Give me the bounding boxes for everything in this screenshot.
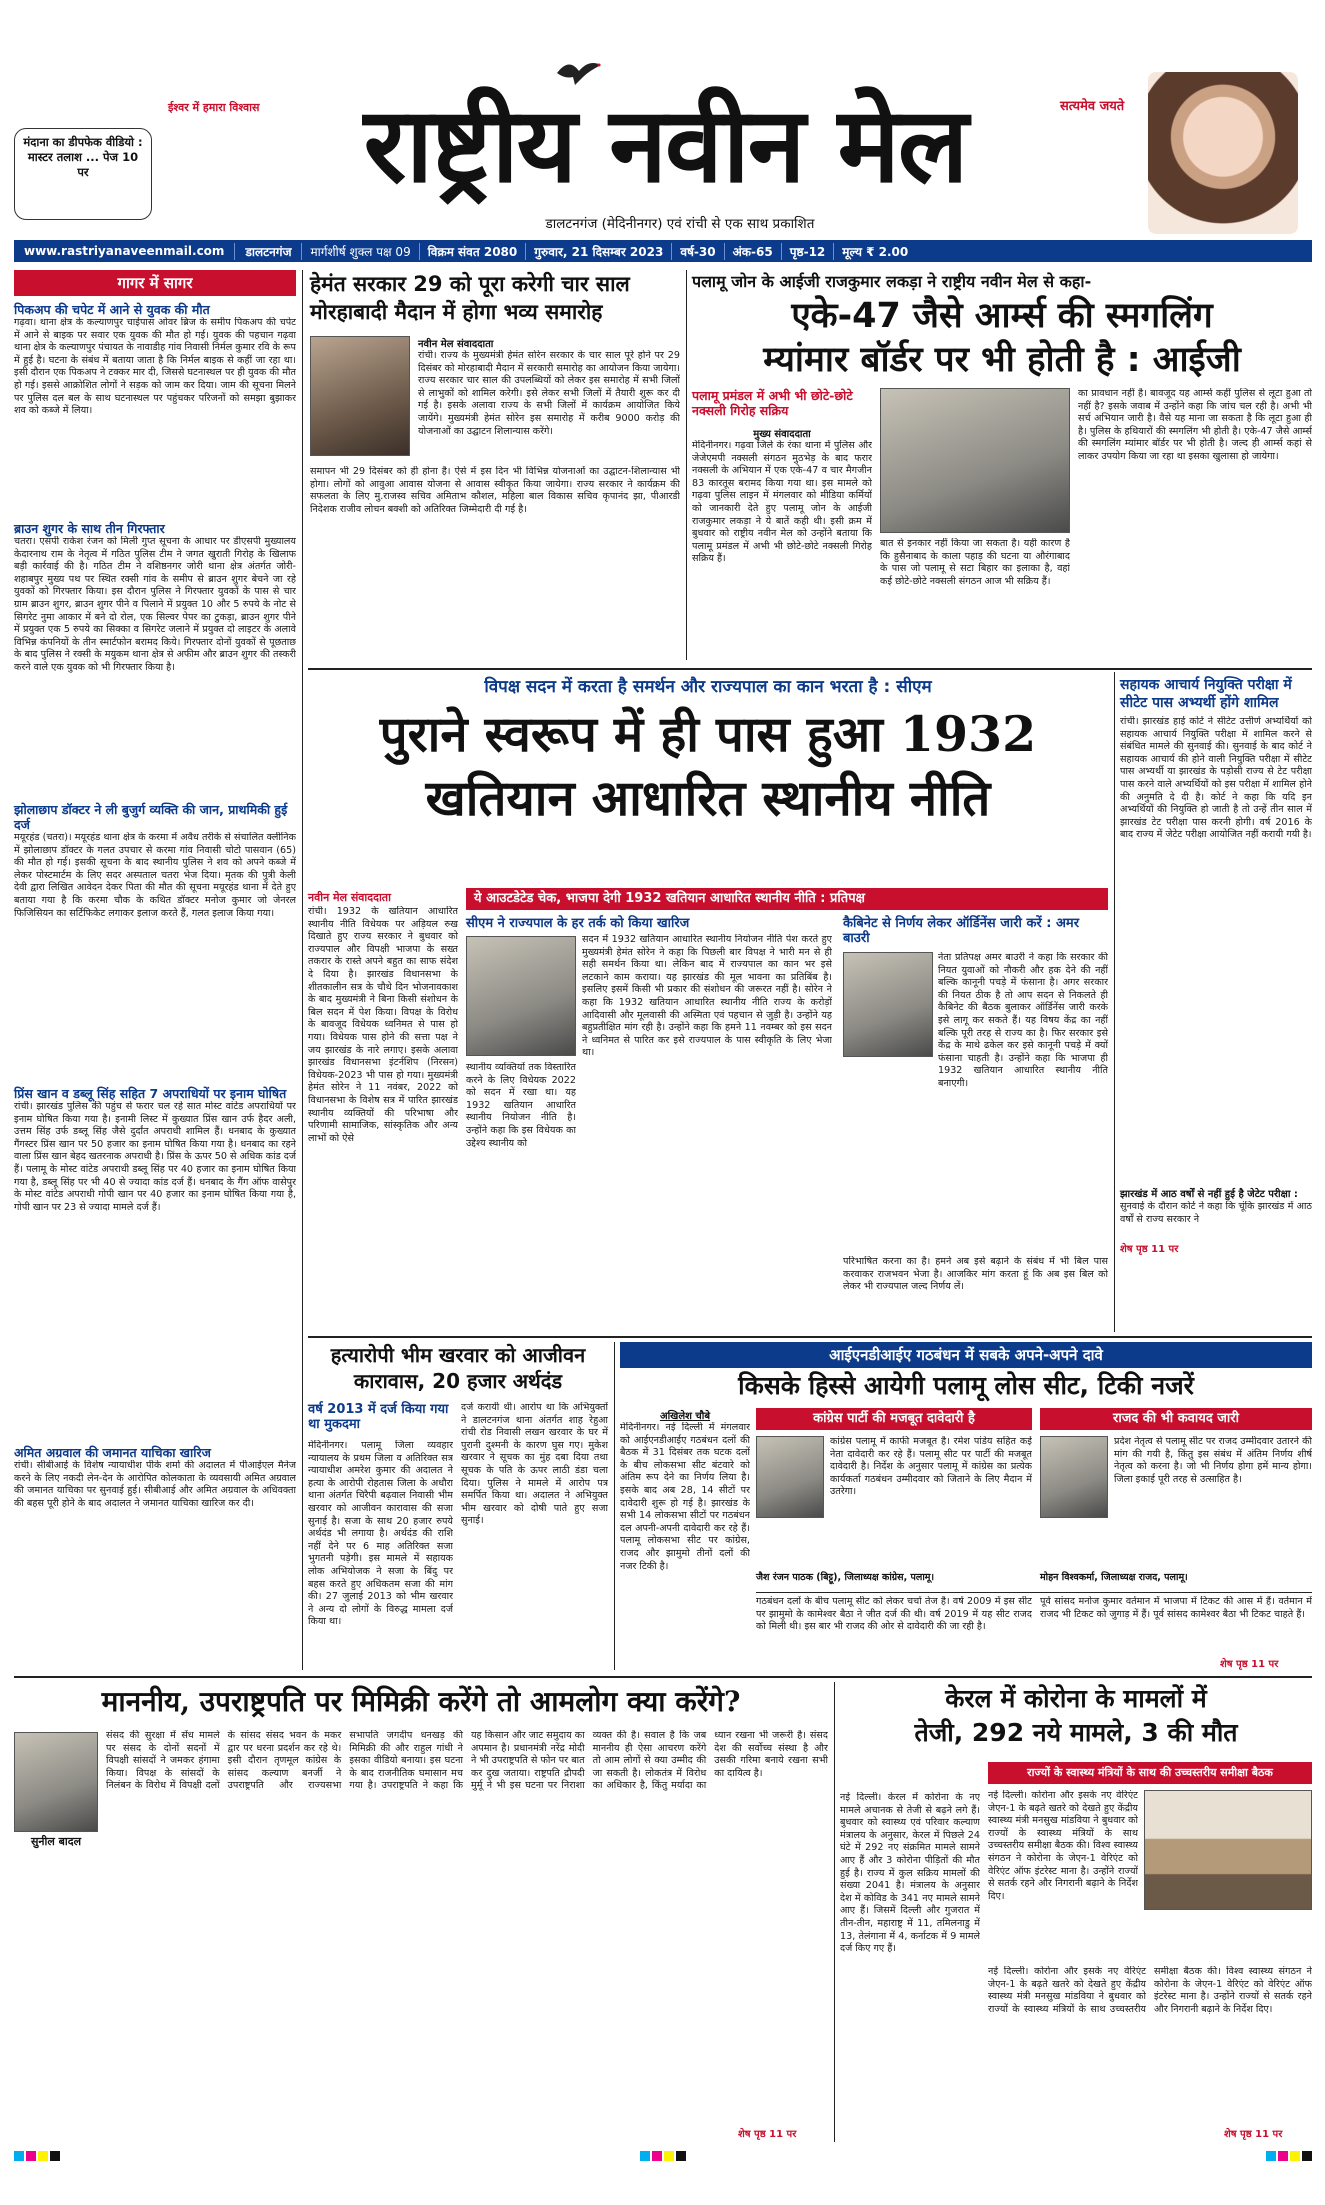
bhim-headline-1: हत्यारोपी भीम खरवार को आजीवन <box>330 1343 586 1367</box>
lead-body-col3: नेता प्रतिपक्ष अमर बाउरी ने कहा कि सरकार की नियत युवाओं को नौकरी और हक देने की नहीं बल्कि कानूनी पचड़े में फंसाना है। अगर सरकार की नियत ठीक है तो आप सदन से निकलते ही कैबिनेट की बैठक बुलाकर ऑर्डिनेंस जारी करके इसे लागू कर सकते हैं। यह विषय केंद्र का नहीं बल्कि पूरी तरह से राज्य का है। फिर सरकार इसे केंद्र के माथे ढकेल कर इसे कानूनी पचड़े में क्यों फंसाना चाहती है। उन्होंने कहा कि भाजपा ही 1932 खतियान आधारित स्थानीय नीति बनाएगी। <box>938 952 1108 1089</box>
footer-color-bar <box>14 2150 1312 2162</box>
website-link[interactable]: www.rastriyanaveenmail.com <box>24 244 225 258</box>
brief-body: रांची। झारखंड पुलिस की पहुंच से फरार चल रहे सात मोस्ट वांटेड अपराधियों पर इनाम घोषित किया गया है। इनामी लिस्ट में कुख्यात प्रिंस खान उर्फ हैदर अली, उत्तम सिंह उर्फ डब्लू सिंह जैसे दुर्दांत अपराधी शामिल हैं। धनबाद के कुख्यात गैंगस्टर प्रिंस खान पर 50 हजार का इनाम घोषित किया गया है। धनबाद का रहने वाला प्रिंस खान बेहद खतरनाक अपराधी है। प्रिंस के ऊपर 50 से अधिक कांड दर्ज हैं। पलामू के मोस्ट वांटेड अपराधी डब्लू सिंह पर 40 हजार का इनाम घोषित किया गया है, डब्लू सिंह पर भी 40 से ज्यादा कांड दर्ज हैं। धनबाद के गैंग ऑफ वासेपुर के मोस्ट वांटेड अपराधी गोपी खान पर 40 हजार का इनाम घोषित किया गया है, गोपी खान पर 23 से ज्यादा मामले दर्ज हैं। <box>14 1101 296 1213</box>
india-body-3: पूर्व सांसद मनोज कुमार वर्तमान में भाजपा में टिकट की आस में हैं। वर्तमान में राजद भी टिकट को जुगाड़ में हैं। पूर्व सांसद कामेश्वर बैठा भी टिकट चाहते हैं। <box>1040 1596 1312 1620</box>
section-divider <box>14 1676 1312 1678</box>
bauri-photo <box>843 952 933 1057</box>
ig-headline-2: म्यांमार बॉर्डर पर भी होती है : आईजी <box>763 340 1241 380</box>
info-item: मूल्य ₹ 2.00 <box>833 243 916 260</box>
registration-mark <box>14 2151 60 2161</box>
lead-body-col2b: स्थानीय व्यक्तियों तक विस्तारित करने के लिए विधेयक 2022 को सदन में रखा था। यह 1932 खतियान आधारित स्थानीय नियोजन नीति है। उन्होंने कहा कि इस विधेयक का उद्देश्य स्थानीय को <box>466 1062 576 1149</box>
cm-photo <box>466 936 576 1056</box>
ig-photo <box>880 388 1070 533</box>
ig-story <box>692 270 1312 665</box>
masthead <box>0 0 1325 262</box>
right-column <box>1120 676 1312 1326</box>
right-tail: सुनवाई के दौरान कोर्ट ने कहा कि चूंकि झारखंड में आठ वर्षों से राज्य सरकार ने <box>1120 1201 1312 1225</box>
india-byline: अखिलेश चौबे <box>659 1411 711 1422</box>
brief-item <box>14 302 296 517</box>
tagline-left: ईश्वर में हमारा विश्वास <box>168 101 260 114</box>
hemant-body-1: रांची। राज्य के मुख्यमंत्री हेमंत सोरेन सरकार के चार साल पूरे होने पर 29 दिसंबर को मोरहाबादी मैदान में सरकारी समारोह का आयोजन किया जायेगा। राज्य सरकार चार साल की उपलब्धियों को लेकर इस समारोह में सभी जिलों से लाभुकों को शामिल करेगी। इसे लेकर सभी जिलों में तैयारी शुरू कर दी गई है। इसके अलावा राज्य के सभी जिलों में कार्यक्रम आयोजित किये जायेंगे। मुख्यमंत्री हेमंत सोरेन इस समारोह में करीब 9000 करोड़ की योजनाओं का उद्घाटन शिलान्यास करेंगे। <box>418 350 680 437</box>
brief-body: चतरा। एसपी राकेश रंजन को मिली गुप्त सूचना के आधार पर डीएसपी मुख्यालय केदारनाथ राम के नेतृत्व में गठित पुलिस टीम ने जगत खुराती गिरोह के खिलाफ बड़ी कार्रवाई की है। गठित टीम ने वशिष्ठनगर जोरी थाना क्षेत्र अंतर्गत जोरी-शहाबपुर मुख्य पथ पर स्थित रक्सी गांव के समीप से ब्राउन शुगर बेचने जा रहे युवकों को गिरफ्तार किया। इस दौरान पुलिस ने गिरफ्तार युवकों के पास से चार ग्राम ब्राउन शुगर, ब्राउन शुगर पीने व पिलाने में प्रयुक्त 10 और 5 रुपये के नोट से सिगरेट नुमा आकार में बने दो रोल, एक सिल्वर पेपर का टुकड़ा, ब्राउन शुगर पीने में प्रयुक्त एक 5 रुपये का सिक्का व सिगरेट जलाने में प्रयुक्त दो लाइटर के अलावे विभिन्न कंपनियों के तीन स्मार्टफोन बरामद किये। गिरफ्तार दोनों युवकों से पूछताछ के बाद पुलिस ने रक्सी के मयुकम थाना क्षेत्र से अफीम और ब्राउन शुगर की तस्करी करने वाले एक युवक को भी गिरफ्तार किया है। <box>14 536 296 673</box>
tagline-right: सत्यमेव जयते <box>1060 99 1125 114</box>
hemant-byline: नवीन मेल संवाददाता <box>418 339 494 350</box>
brief-title: ब्राउन शुगर के साथ तीन गिरफ्तार <box>14 521 165 536</box>
story-divider <box>756 1592 1312 1593</box>
bhim-headline-2: कारावास, 20 हजार अर्थदंड <box>353 1369 563 1393</box>
hemant-story <box>310 270 680 665</box>
brief-item <box>14 1445 296 1552</box>
info-item: अंक-65 <box>724 243 781 260</box>
bhim-story <box>308 1342 608 1672</box>
lead-banner: ये आउटडेटेड चेक, भाजपा देगी 1932 खतियान आधारित स्थानीय नीति : प्रतिपक्ष <box>466 888 1108 910</box>
ear-left-box[interactable] <box>14 128 152 220</box>
registration-mark <box>640 2151 686 2161</box>
left-column <box>14 270 296 1670</box>
meeting-photo <box>1144 1790 1312 1910</box>
congress-body: कांग्रेस पलामू में काफी मजबूत है। रमेश पांडेय सहित कई नेता दावेदारी कर रहे हैं। पलामू सीट पर पार्टी की मजबूत दावेदारी है। निर्देश के अनुसार पलामू में कांग्रेस का प्रत्येक कार्यकर्ता गठबंधन उम्मीदवार को जिताने के लिए मैदान में उतरेगा। <box>830 1436 1032 1498</box>
hemant-headline-1: हेमंत सरकार 29 को पूरा करेगी चार साल <box>310 272 630 296</box>
bhim-body-2: दर्ज करायी थी। आरोप था कि अभियुक्तों ने डालटनगंज थाना अंतर्गत शाह रेहुआ रांची रोड निवासी लखन खरवार के घर में पुरानी दुश्मनी के कारण घुस गए। मुकेश खरवार ने सूचक का मुंह दबा दिया तथा सूचक के पति के ऊपर लाठी डंडा चला दिया। पुलिस ने मामले में आरोप पत्र समर्पित किया था। अदालत ने अभियुक्त भीम खरवार को दोषी पाते हुए सजा सुनाई। <box>461 1402 608 1527</box>
india-banner: आईएनडीआईए गठबंधन में सबके अपने-अपने दावे <box>620 1342 1312 1368</box>
author-name: सुनील बादल <box>30 1835 82 1848</box>
brief-body: गढ़वा। थाना क्षेत्र के कल्याणपुर चाईपास ओवर ब्रिज के समीप पिकअप की चपेट में आने से बाइक पर सवार एक युवक की मौत हो गई। युवक की पहचान गढ़वा थाना क्षेत्र के कल्याणपुर पंचायत के नावाडीह गांव निवासी निर्मल कुमार रवि के रूप में हुई है। घटना के संबंध में बताया जाता है कि निर्मल बाइक से कहीं जा रहा था। इसी दौरान एक पिकअप ने टक्कर मार दी, जिससे घटनास्थल पर ही युवक की मौत हो गई। इससे आक्रोशित लोगों ने सड़क को जाम कर दिया। जाम की सूचना मिलने पर पुलिस दल बल के साथ घटनास्थल पर पहुंचकर परिजनों को समझा बुझाकर शव को कब्जे में लिया। <box>14 317 296 417</box>
author-photo <box>14 1732 98 1832</box>
corona-body-2: नई दिल्ली। कोरोना और इसके नए वेरिएंट जेएन-1 के बढ़ते खतरे को देखते हुए केंद्रीय स्वास्थ्य मंत्री मनसुख मांडविया ने बुधवार को राज्यों के स्वास्थ्य मंत्रियों के साथ उच्चस्तरीय समीक्षा बैठक की। विश्व स्वास्थ्य संगठन ने कोरोना के जेएन-1 वेरिएंट को वेरिएंट ऑफ इंटरेस्ट माना है। उन्होंने राज्यों से सतर्क रहने और निगरानी बढ़ाने के निर्देश दिए। <box>988 1790 1138 1902</box>
column-divider <box>614 1342 615 1670</box>
corona-banner: राज्यों के स्वास्थ्य मंत्रियों के साथ की उच्चस्तरीय समीक्षा बैठक <box>988 1762 1312 1784</box>
ear-left-text: मंदाना का डीपफेक वीडियो : मास्टर तलाश ... पेज 10 पर <box>23 135 143 179</box>
ig-headline-1: एके-47 जैसे आर्म्स की स्मगलिंग <box>791 296 1213 336</box>
info-item: गुरुवार, 21 दिसम्बर 2023 <box>525 243 671 260</box>
lead-byline: नवीन मेल संवाददाता <box>308 891 391 904</box>
column-divider <box>686 270 687 660</box>
column-divider <box>1114 672 1115 1332</box>
brief-body: मयूरहंड (चतरा)। मयूरहंड थाना क्षेत्र के करमा में अवैध तरीके से संचालित क्लीनिक में झोलाछाप डॉक्टर के गलत उपचार से करमा गांव निवासी चोटो पासवान (65) की मौत हो गई। इसकी सूचना के बाद स्थानीय पुलिस ने शव को अपने कब्जे में लेकर पोस्टमार्टम के लिए सदर अस्पताल चतरा भेज दिया। मृतक की पुत्री केली देवी द्वारा लिखित आवेदन देकर पिता की मौत की सूचना मयूरहंड थाना में देते हुए बताया गया है कि करमा चौक के कथित डॉक्टर मनोज कुमार जो जेनरल फिजिसियन का सर्टिफिकेट लगाकर इलाज करते हैं, गलत इलाज किया गया। <box>14 832 296 919</box>
cm-subhead: सीएम ने राज्यपाल के हर तर्क को किया खारिज <box>466 916 690 931</box>
info-item: डालटनगंज <box>234 243 301 260</box>
ig-body-2: बात से इनकार नहीं किया जा सकता है। यही कारण है कि हुसैनाबाद के काला पहाड़ की घटना या औरंगाबाद के पास जो पलामू से सटा बिहार का इलाका है, वहां कई छोटे-छोटे नक्सली संगठन आज भी सक्रिय हैं। <box>880 538 1070 587</box>
brief-item <box>14 802 296 1082</box>
brief-title: झोलाछाप डॉक्टर ने ली बुजुर्ग व्यक्ति की जान, प्राथमिकी हुई दर्ज <box>14 802 288 832</box>
india-body-1: मेदिनीनगर। नई दिल्ली में मंगलवार को आईएनडीआईए गठबंधन दलों की बैठक में 31 दिसंबर तक घटक दलों के बीच लोकसभा सीट बंटवारे को अंतिम रूप देने का निर्णय लिया है। इसके बाद अब 28, 14 सीटों पर दावेदारी शुरू हो गई है। झारखंड के सभी 14 लोकसभा सीटों पर गठबंधन दल अपनी-अपनी दावेदारी कर रहे हैं। पलामू लोकसभा सीट पर कांग्रेस, राजद और झामुमो तीनों दलों की नजर टिकी है। <box>620 1422 750 1572</box>
rjd-body: प्रदेश नेतृत्व से पलामू सीट पर राजद उम्मीदवार उतारने की मांग की गयी है, किंतु इस संबंध में अंतिम निर्णय शीर्ष नेतृत्व को करना है। जो भी निर्णय होगा हमें मान्य होगा। जिला इकाई पूरी तरह से उत्साहित है। <box>1114 1436 1312 1485</box>
congress-photo <box>756 1436 824 1518</box>
info-bar <box>14 240 1312 262</box>
brief-body: रांची। सीबीआई के विशेष न्यायाधीश पीके शर्मा की अदालत में पीआईएल मैनेज करने के लिए नकदी लेन-देन के आरोपित कोलकाता के व्यवसायी अमित अग्रवाल की जमानत याचिका पर सुनवाई हुई। सीबीआई और अमित अग्रवाल के अधिवक्ता की बहस पूरी होने के बाद अदालत ने जमानत याचिका खारिज कर दी। <box>14 1460 296 1509</box>
rjd-photo <box>1040 1436 1108 1518</box>
mimicry-story <box>14 1682 828 2142</box>
lead-headline-1: पुराने स्वरूप में ही पास हुआ 1932 <box>379 705 1037 763</box>
corona-headline-2: तेजी, 292 नये मामले, 3 की मौत <box>914 1718 1238 1747</box>
continued-link[interactable]: शेष पृष्ठ 11 पर <box>1224 2129 1283 2140</box>
info-item: मार्गशीर्ष शुक्ल पक्ष 09 <box>301 243 418 260</box>
hemant-photo <box>310 336 410 456</box>
ig-sub: पलामू प्रमंडल में अभी भी छोटे-छोटे नक्सली गिरोह सक्रिय <box>692 388 853 418</box>
mimicry-body: संसद की सुरक्षा में सेंध मामले पर संसद के दोनों सदनों में विपक्षी सांसदों ने जमकर हंगामा किया। विपक्ष के सांसदों के निलंबन के विरोध में विपक्षी दलों के सांसद संसद भवन के मकर द्वार पर धरना प्रदर्शन कर रहे थे। इसी दौरान तृणमूल कांग्रेस के सांसद कल्याण बनर्जी ने उपराष्ट्रपति और राज्यसभा सभापति जगदीप धनखड़ की मिमिक्री की और राहुल गांधी ने इसका वीडियो बनाया। इस घटना के बाद राजनीतिक घमासान मच गया है। उपराष्ट्रपति ने कहा कि यह किसान और जाट समुदाय का अपमान है। प्रधानमंत्री नरेंद्र मोदी ने भी उपराष्ट्रपति से फोन पर बात कर दुख जताया। राष्ट्रपति द्रौपदी मुर्मू ने भी इस घटना पर निराशा व्यक्त की है। सवाल है कि जब माननीय ही ऐसा आचरण करेंगे तो आम लोगों से क्या उम्मीद की जा सकती है। लोकतंत्र में विरोध का अधिकार है, किंतु मर्यादा का ध्यान रखना भी जरूरी है। संसद देश की सर्वोच्च संस्था है और उसकी गरिमा बनाये रखना सभी का दायित्व है। <box>106 1730 828 1792</box>
newspaper-subtitle: डालटनगंज (मेदिनीनगर) एवं रांची से एक साथ प्रकाशित <box>545 216 815 232</box>
lead-body-col1: रांची। 1932 के खतियान आधारित स्थानीय नीति विधेयक पर अड़ियल रुख दिखाते हुए राज्य सरकार ने बुधवार को राज्यपाल और विपक्षी भाजपा के सख्त तकरार के रास्ते अपने बहुत का साफ संदेश दे दिया है। झारखंड विधानसभा के शीतकालीन सत्र के चौथे दिन भोजनावकाश के बाद मुख्यमंत्री ने बिना किसी संशोधन के बिल सदन में पेश किया। विपक्ष के विरोध के बावजूद विधेयक ध्वनिमत से पास हो गया। विधेयक पास होने की सत्ता पक्ष ने जय झारखंड के नारे लगाए। इसके अलावा झारखंड विधानसभा इंटर्नशिप (निरसन) विधेयक-2023 भी पास हो गया। मुख्यमंत्री हेमंत सोरेन ने 11 नवंबर, 2022 को विधानसभा के विशेष सत्र में पारित झारखंड स्थानीय व्यक्तियों की परिभाषा और परिणामी सामाजिक, सांस्कृतिक और अन्य लाभों को ऐसे <box>308 906 458 1144</box>
lead-body-col3b: परिभाषित करना का है। हमने अब इसे बढ़ाने के संबंध में भी बिल पास करवाकर राजभवन भेजा है। आजकिर मांग करता हूं कि अब इस बिल को लेकर भी राज्यपाल जल्द निर्णय लें। <box>843 1256 1108 1293</box>
section-divider <box>308 1336 1312 1338</box>
column-divider <box>834 1682 835 2142</box>
brief-item <box>14 1086 296 1441</box>
brief-item <box>14 521 296 798</box>
rjd-head: राजद की भी कवायद जारी <box>1040 1408 1312 1430</box>
newspaper-title: राष्ट्रीय नवीन मेल <box>363 83 967 206</box>
corona-story <box>840 1682 1312 2142</box>
india-headline: किसके हिस्से आयेगी पलामू लोस सीट, टिकी नजरें <box>738 1371 1194 1400</box>
ig-byline: मुख्य संवाददाता <box>753 429 811 440</box>
registration-mark <box>1266 2151 1312 2161</box>
corona-body-3: नई दिल्ली। कोरोना और इसके नए वेरिएंट जेएन-1 के बढ़ते खतरे को देखते हुए केंद्रीय स्वास्थ्य मंत्री मनसुख मांडविया ने बुधवार को राज्यों के स्वास्थ्य मंत्रियों के साथ उच्चस्तरीय समीक्षा बैठक की। विश्व स्वास्थ्य संगठन ने कोरोना के जेएन-1 वेरिएंट को वेरिएंट ऑफ इंटरेस्ट माना है। उन्होंने राज्यों से सतर्क रहने और निगरानी बढ़ाने के निर्देश दिए। <box>988 1966 1312 2015</box>
lead-kicker: विपक्ष सदन में करता है समर्थन और राज्यपाल का कान भरता है : सीएम <box>484 677 932 697</box>
info-item: पृष्ठ-12 <box>781 243 834 260</box>
lead-story <box>308 672 1108 1332</box>
brief-title: अमित अग्रवाल की जमानत याचिका खारिज <box>14 1445 211 1460</box>
hemant-headline-2: मोरहाबादी मैदान में होगा भव्य समारोह <box>310 300 603 324</box>
mimicry-headline: माननीय, उपराष्ट्रपति पर मिमिक्री करेंगे तो आमलोग क्या करेंगे? <box>101 1685 741 1718</box>
ig-kicker: पलामू जोन के आईजी राजकुमार लकड़ा ने राष्ट्रीय नवीन मेल से कहा- <box>692 272 1092 291</box>
congress-caption: जैश रंजन पाठक (बिट्टू), जिलाध्यक्ष कांग्रेस, पलामू। <box>756 1572 935 1583</box>
continued-link[interactable]: शेष पृष्ठ 11 पर <box>1120 1244 1179 1255</box>
info-item: वर्ष-30 <box>671 243 723 260</box>
ear-right-photo <box>1148 72 1298 234</box>
continued-link[interactable]: शेष पृष्ठ 11 पर <box>1220 1659 1279 1670</box>
india-body-2: गठबंधन दलों के बीच पलामू सीट को लेकर चर्चा तेज है। वर्ष 2009 में इस सीट पर झामुमो के कामेश्वर बैठा ने जीत दर्ज की थी। वर्ष 2019 में यह सीट राजद को मिली थी। इस बार भी राजद की ओर से दावेदारी की जा रही है। <box>756 1596 1032 1633</box>
ordinance-subhead: कैबिनेट से निर्णय लेकर ऑर्डिनेंस जारी करें : अमर बाउरी <box>843 916 1080 946</box>
brief-title: पिकअप की चपेट में आने से युवक की मौत <box>14 302 210 317</box>
hemant-body-2: समापन भी 29 दिसंबर को ही होना है। ऐसे में इस दिन भी विभिन्न योजनाओं का उद्घाटन-शिलान्यास भी होगा। लोगों को आवुआ आवास योजना से आवास स्वीकृत किया जायेगा। राज्य सरकार ने कार्यक्रम की सफलता के लिए मु.राजस्व सचिव अमिताभ कौशल, महिला बाल विकास सचिव कृपानंद झा, पीआरडी निदेशक राजीव लोचन बक्शी को अतिरिक्त जिम्मेदारी दी गई है। <box>310 466 680 515</box>
right-headline: सहायक आचार्य नियुक्ति परीक्षा में सीटेट पास अभ्यर्थी होंगे शामिल <box>1120 677 1292 711</box>
brief-title: प्रिंस खान व डब्लू सिंह सहित 7 अपराधियों पर इनाम घोषित <box>14 1086 287 1101</box>
column-divider <box>302 270 303 1670</box>
continued-link[interactable]: शेष पृष्ठ 11 पर <box>738 2129 797 2140</box>
ig-body-1: मेदिनीनगर। गढ़वा जिले के रंका थाना में पुलिस और जेजेएमपी नक्सली संगठन मुठभेड़ के बाद फरार नक्सली के अभियान में एक एके-47 व चार मैगजीन 83 कारतूस बरामद किया गया था। इस मामले को गढ़वा पुलिस लाइन में मंगलवार को मीडिया कर्मियों को जानकारी देते हुए पलामू जोन के आईजी राजकुमार लकड़ा ने ये बातें कही थी। इसी क्रम में बुधवार को राष्ट्रीय नवीन मेल को उन्होंने बताया कि पलामू प्रमंडल में अभी भी छोटे-छोटे नक्सली गिरोह सक्रिय हैं। <box>692 440 872 565</box>
bhim-sub: वर्ष 2013 में दर्ज किया गया था मुकदमा <box>308 1402 449 1432</box>
lead-body-col2: सदन में 1932 खतियान आधारित स्थानीय नियोजन नीति पेश करते हुए मुख्यमंत्री हेमंत सोरेन ने कहा कि पिछली बार विपक्ष ने भारी मन से ही सही समर्थन किया था। लेकिन बाद में राज्यपाल का कान भर इसे लटकाने काम कराया। यह झारखंड की मूल भावना का प्रतिबिंब है। इसलिए इसमें किसी भी प्रकार की संशोधन की जरूरत नहीं है। सोरेन ने कहा कि 1932 खतियान आधारित स्थानीय नीति राज्य के करोड़ों आदिवासी और मूलवासी की अस्मिता एवं पहचान से जुड़ी है। उन्होंने यह बहुप्रतीक्षित मांग रही है। उन्होंने कहा कि हमने 11 नवम्बर को इस सदन ने ध्वनिमत से पारित कर इसे राज्यपाल के पास स्वीकृति के लिए भेजा था। <box>582 934 832 1059</box>
section-header: गागर में सागर <box>14 270 296 296</box>
corona-headline-1: केरल में कोरोना के मामलों में <box>945 1684 1207 1713</box>
corona-body: नई दिल्ली। केरल में कोरोना के नए मामले अचानक से तेजी से बढ़ने लगे हैं। बुधवार को स्वास्थ्य एवं परिवार कल्याण मंत्रालय के अनुसार, केरल में पिछले 24 घंटे में 292 नए संक्रमित मामले सामने आए हैं और 3 कोरोना पीड़ितों की मौत हुई है। राज्य में कुल सक्रिय मामलों की संख्या 2041 है। मंत्रालय के अनुसार देश में कोविड के 341 नए मामले सामने आए हैं। जिसमें दिल्ली और गुजरात में तीन-तीन, महाराष्ट्र में 11, तमिलनाडु में 13, तेलंगाना में 4, कर्नाटक में 9 मामले दर्ज किए गए हैं। <box>840 1792 980 1955</box>
right-bold-tail: झारखंड में आठ वर्षों से नहीं हुई है जेटेट परीक्षा : <box>1120 1189 1298 1200</box>
right-body: रांची। झारखंड हाई कोर्ट ने सीटेट उत्तीर्ण अभ्यर्थियों को सहायक आचार्य नियुक्ति परीक्षा में शामिल करने से संबंधित मामले की सुनवाई की। सुनवाई के बाद कोर्ट ने सहायक आचार्य की होने वाली नियुक्ति परीक्षा में सीटेट पास अभ्यर्थी या झारखंड के पड़ोसी राज्य से टेट परीक्षा पास करने वाले अभ्यर्थियों को इस परीक्षा में शामिल होने की अनुमति दे दी है। कोर्ट ने कहा कि यदि इन अभ्यर्थियों की नियुक्ति हो जाती है तो उन्हें तीन साल में झारखंड टेट परीक्षा पास करनी होगी। वर्ष 2016 के बाद राज्य में जेटेट परीक्षा आयोजित नहीं करायी गयी है। <box>1120 716 1312 841</box>
lead-headline-2: खतियान आधारित स्थानीय नीति <box>425 769 991 827</box>
info-item: विक्रम संवत 2080 <box>419 243 526 260</box>
section-divider <box>308 668 1312 670</box>
rjd-caption: मोहन विश्वकर्मा, जिलाध्यक्ष राजद, पलामू। <box>1040 1572 1188 1583</box>
congress-head: कांग्रेस पार्टी की मजबूत दावेदारी है <box>756 1408 1032 1430</box>
india-story <box>620 1342 1312 1672</box>
ig-body-3: का प्रावधान नहीं है। बावजूद यह आर्म्स कहीं पुलिस से लूटा हुआ तो नहीं है? इसके जवाब में उन्होंने कहा कि जांच चल रही है। अभी भी सर्च अभियान जारी है। वैसे यह माना जा सकता है कि लूटा हुआ ही है। पुलिस के हथियारों की स्मगलिंग भी होती है। एके-47 जैसे आर्म्स की स्मगलिंग म्यांमार बॉर्डर पर भी होती है। जल्द ही आर्म्स कहां से लाकर उपयोग किया जा रहा था इसका खुलासा हो जायेगा। <box>1078 388 1312 462</box>
bhim-body-1: मेदिनीनगर। पलामू जिला व्यवहार न्यायालय के प्रथम जिला व अतिरिक्त सत्र न्यायाधीश अमरेश कुमार की अदालत ने हत्या के आरोपी रोहतास जिला के अधौरा थाना अंतर्गत चिरैपी बढ़वाल निवासी भीम खरवार को आजीवन कारावास की सजा सुनाई है। सजा के साथ 20 हजार रुपये अर्थदंड भी लगाया है। अर्थदंड की राशि नहीं देने पर 6 माह अतिरिक्त सजा भुगतनी पड़ेगी। इस मामले में सहायक लोक अभियोजक ने सजा के बिंदु पर बहस करते हुए अधिकतम सजा की मांग की। 27 जुलाई 2013 को भीम खरवार ने अन्य दो लोगों के विरुद्ध मामला दर्ज किया था। <box>308 1440 453 1628</box>
